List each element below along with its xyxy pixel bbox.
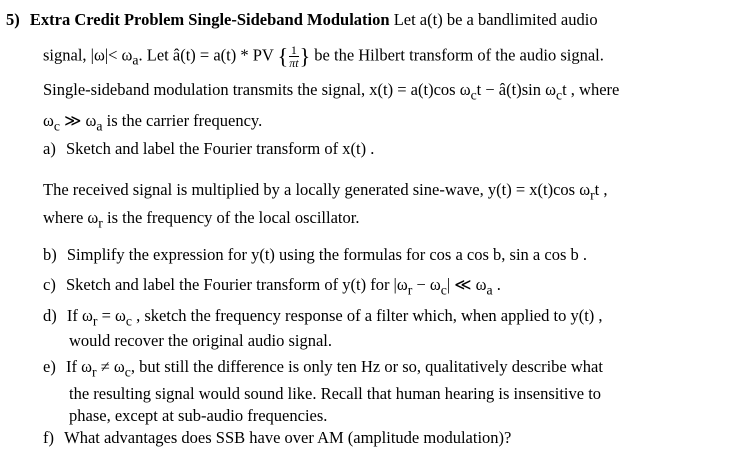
part-a-label: a) xyxy=(43,139,56,158)
part-e-text-a: If ω xyxy=(65,357,92,376)
part-c-text-c: | ≪ ω xyxy=(446,275,487,294)
problem-header xyxy=(6,10,598,30)
part-e-line-2-text: the resulting signal would sound like. Recall that human hearing is insensitive to xyxy=(69,384,602,403)
part-f-label: f) xyxy=(43,428,54,447)
part-d-sub1: r xyxy=(92,313,98,329)
part-d-label: d) xyxy=(43,306,57,325)
problem-intro-1: Let a(t) be a bandlimited audio xyxy=(393,10,598,29)
fraction-denominator: πt xyxy=(289,56,299,70)
middle-line-1a: The received signal is multiplied by a locally generated sine-wave, y(t) = x(t)cos ω xyxy=(43,180,591,199)
intro-2d: be the Hilbert transform of the audio signal. xyxy=(314,45,604,65)
intro-4-sub2: a xyxy=(96,118,103,134)
middle-line-2b: is the frequency of the local oscillator. xyxy=(102,208,360,227)
part-d-text-c: , sketch the frequency response of a filter which, when applied to y(t) , xyxy=(131,306,603,325)
part-a-text: Sketch and label the Fourier transform of x(t) . xyxy=(65,139,375,158)
intro-2c: . Let â(t) = a(t) * PV xyxy=(138,45,274,65)
fraction-numerator: 1 xyxy=(290,43,297,57)
intro-3-mid: t − â(t)sin ω xyxy=(476,80,556,99)
part-b-text: Simplify the expression for y(t) using the formulas for cos a cos b, sin a cos b . xyxy=(66,245,587,264)
intro-2a: signal, |ω|< ω xyxy=(43,45,133,65)
part-b xyxy=(43,245,587,265)
part-c xyxy=(43,275,501,300)
part-e-text-c: , but still the difference is only ten Hz or so, qualitatively describe what xyxy=(130,357,603,376)
problem-intro-line-4 xyxy=(43,111,262,136)
problem-intro-line-3 xyxy=(43,80,619,105)
middle-line-2-sub: r xyxy=(98,215,103,231)
part-d-text-a: If ω xyxy=(66,306,93,325)
part-c-sub1: r xyxy=(407,282,413,298)
part-e-sub1: r xyxy=(91,364,97,380)
part-c-label: c) xyxy=(43,275,56,294)
part-d-sub2: c xyxy=(125,313,132,329)
part-d xyxy=(43,306,603,331)
problem-title: Extra Credit Problem Single-Sideband Modulation xyxy=(29,10,390,29)
right-brace: } xyxy=(299,43,311,69)
part-c-sub3: a xyxy=(486,282,493,298)
part-e-sub2: c xyxy=(124,364,131,380)
intro-2b: a xyxy=(132,52,139,68)
middle-line-1-sub: r xyxy=(590,187,595,203)
part-b-label: b) xyxy=(43,245,57,264)
part-c-sub2: c xyxy=(440,282,447,298)
intro-4-sub1: c xyxy=(53,118,60,134)
part-c-text-a: Sketch and label the Fourier transform of y(t) for |ω xyxy=(65,275,408,294)
part-c-text-b: − ω xyxy=(412,275,441,294)
fraction xyxy=(289,44,298,69)
part-d-line-2-text: would recover the original audio signal. xyxy=(69,331,333,350)
intro-3-sub2: c xyxy=(555,87,563,103)
part-e-line-2 xyxy=(69,384,601,404)
problem-intro-line-2 xyxy=(43,44,604,71)
part-e-line-3 xyxy=(69,406,327,426)
part-e-line-3-text: phase, except at sub-audio frequencies. xyxy=(69,406,328,425)
part-f xyxy=(43,428,511,448)
intro-3-sub1: c xyxy=(470,87,477,103)
part-e xyxy=(43,357,603,382)
left-brace: { xyxy=(277,43,289,69)
middle-line-2a: where ω xyxy=(43,208,99,227)
part-c-text-d: . xyxy=(492,275,501,294)
intro-4b: ≫ ω xyxy=(59,111,97,130)
part-a xyxy=(43,139,374,159)
part-e-text-b: ≠ ω xyxy=(96,357,125,376)
part-d-line-2 xyxy=(69,331,332,351)
part-f-text: What advantages does SSB have over AM (amplitude modulation)? xyxy=(64,428,512,447)
intro-3-end: t , where xyxy=(562,80,620,99)
middle-line-1 xyxy=(43,180,608,205)
part-d-text-b: = ω xyxy=(97,306,126,325)
part-e-label: e) xyxy=(43,357,56,376)
intro-4a: ω xyxy=(43,111,54,130)
middle-line-1b: t , xyxy=(594,180,608,199)
intro-4c: is the carrier frequency. xyxy=(102,111,263,130)
problem-number: 5) xyxy=(6,10,20,29)
intro-3: Single-sideband modulation transmits the signal, x(t) = a(t)cos ω xyxy=(43,80,471,99)
middle-line-2 xyxy=(43,208,359,233)
